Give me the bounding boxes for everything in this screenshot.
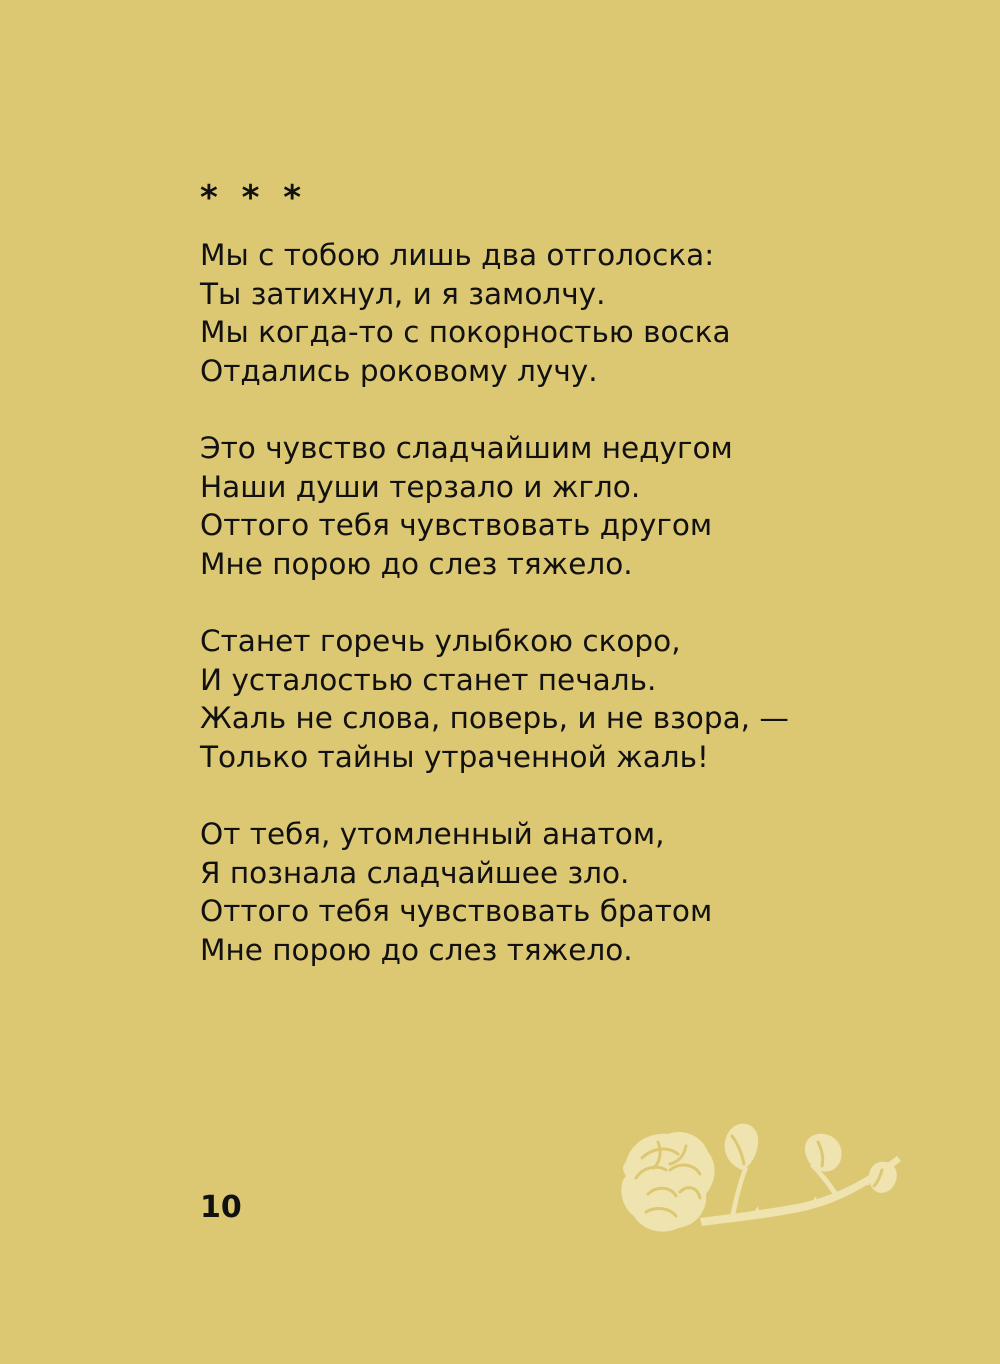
poem-line: Это чувство сладчайшим недугом <box>200 431 733 465</box>
poem-line: Оттого тебя чувствовать братом <box>200 894 713 928</box>
poem-line: Мне порою до слез тяжело. <box>200 932 633 967</box>
poem-line: Оттого тебя чувствовать другом <box>200 508 713 542</box>
poem-line: Мы с тобою лишь два отголоска: <box>200 238 715 272</box>
poem-line: Ты затихнул, и я замолчу. <box>200 276 606 311</box>
poem-line: Только тайны утраченной жаль! <box>200 739 709 774</box>
poem-line: Я познала сладчайшее зло. <box>200 855 630 890</box>
poem-line: И усталостью станет печаль. <box>200 662 657 697</box>
stanza-1 <box>200 236 960 390</box>
stanza-separator: * * * <box>200 178 308 218</box>
stanza-4 <box>200 815 960 969</box>
stanza-2 <box>200 429 960 583</box>
poem-line: Мне порою до слез тяжело. <box>200 546 633 581</box>
rose-icon <box>612 1118 912 1253</box>
poem-line: От тебя, утомленный анатом, <box>200 817 665 851</box>
poem <box>200 236 960 1008</box>
poem-line: Наши души терзало и жгло. <box>200 469 641 504</box>
stanza-3 <box>200 622 960 776</box>
poem-line: Жаль не слова, поверь, и не взора, — <box>200 701 789 735</box>
poem-line: Мы когда-то с покорностью воска <box>200 315 731 349</box>
poem-line: Станет горечь улыбкою скоро, <box>200 624 681 658</box>
poem-line: Отдались роковому лучу. <box>200 353 598 388</box>
page-number: 10 <box>200 1190 242 1225</box>
